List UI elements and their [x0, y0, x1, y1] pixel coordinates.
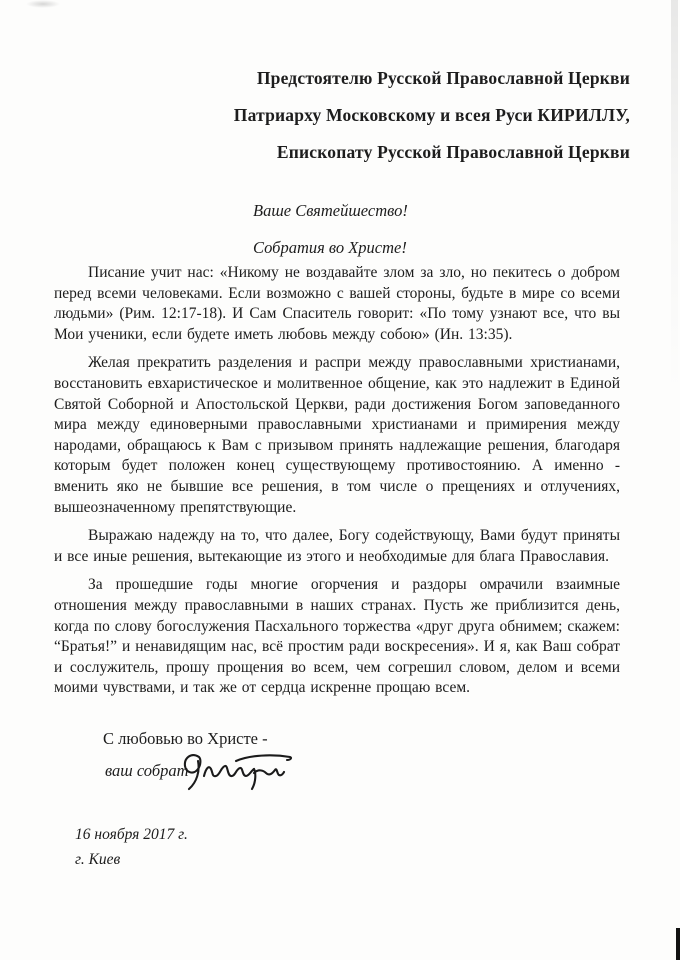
paragraph-1: Писание учит нас: «Никому не воздавайте злом за зло, но пекитесь о добром перед всеми человеками. Если возможно с вашей стороны, будьте в мире со всеми людьми» (Рим. 12:17-18). И Сам Спаситель говорит: «По тому узнают все, что вы Мои ученики, если будете иметь любовь между собою» (Ин. 13:35).	[54, 264, 620, 343]
recipient-block	[234, 60, 630, 171]
recipient-line-3: Епископату Русской Православной Церкви	[276, 142, 630, 162]
scan-corner-mark	[676, 928, 680, 960]
salutation-line-2: Собратия во Христе!	[253, 238, 407, 257]
recipient-line-2: Патриарху Московскому и всея Руси КИРИЛЛУ,	[233, 105, 630, 125]
date-line: 16 ноября 2017 г.	[75, 826, 188, 843]
paragraph-3: Выражаю надежду на то, что далее, Богу содействующу, Вами будут приняты и все иные решения, вытекающие из этого и необходимые для блага Православия.	[54, 527, 620, 565]
paragraph-2: Желая прекратить разделения и распри между православными христианами, восстановить евхаристическое и молитвенное общение, как это надлежит в Единой Святой Соборной и Апостольской Церкви, ради достижения Богом заповеданного мира между единоверными православными христианами и примирения между народами, обращаюсь к Вам с призывом принять надлежащие решения, благодаря которым будет положен конец существующему противостоянию. А именно - вменить яко не бывшие все решения, в том числе о прещениях и отлучениях, вышеозначенному препятствующие.	[54, 354, 620, 516]
paragraph-4: За прошедшие годы многие огорчения и раздоры омрачили взаимные отношения между православными в наших странах. Пусть же приблизится день, когда по слову богослужения Пасхального торжества «друг друга обнимем; скажем: “Братья!” и ненавидящим нас, всё простим ради воскресения». И я, как Ваш собрат и сослужитель, прошу прощения во всем, чем согрешил словом, делом и всеми моими чувствами, и так же от сердца искренне прощаю всем.	[54, 576, 620, 697]
signature-prefix: ваш собрат	[105, 761, 189, 780]
salutation-line-1: Ваше Святейшество!	[253, 201, 408, 220]
scan-top-smudge	[26, 0, 60, 8]
dateline-block	[75, 823, 188, 872]
signature-handwriting-filaret	[178, 748, 298, 796]
closing-line: С любовью во Христе -	[103, 729, 268, 748]
letter-body	[54, 263, 620, 707]
salutation-block	[253, 192, 408, 266]
recipient-line-1: Предстоятелю Русской Православной Церкви	[256, 68, 630, 88]
scan-edge-streak	[671, 0, 678, 390]
place-line: г. Киев	[75, 850, 121, 868]
